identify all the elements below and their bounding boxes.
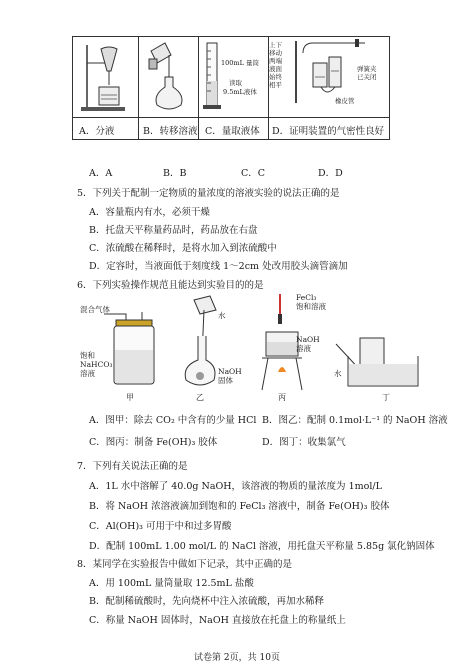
q7-option-a[interactable]: A．1L 水中溶解了 40.0g NaOH，该溶液的物质的量浓度为 1mol/L — [89, 481, 382, 492]
volume-label: 9.5mL液体 — [223, 88, 257, 96]
gas-collection-figure — [342, 334, 422, 390]
cylinder-label: 100mL 量筒 — [221, 59, 259, 67]
caption-d: D．证明装置的气密性良好 — [272, 126, 385, 137]
q8-option-b[interactable]: B．配制稀硫酸时，先向烧杯中注入浓硫酸，再加水稀释 — [89, 596, 324, 607]
q7-option-c[interactable]: C．Al(OH)₃ 可用于中和过多胃酸 — [89, 521, 232, 532]
label-naoh-yi: NaOH — [218, 367, 242, 376]
q8-option-a[interactable]: A．用 100mL 量筒量取 12.5mL 盐酸 — [89, 578, 254, 589]
apparatus-table — [72, 36, 390, 140]
caption-c: C．量取液体 — [205, 126, 260, 137]
label-always: 始终 — [269, 73, 282, 81]
q6-option-c[interactable]: C．图丙：制备 Fe(OH)₃ 胶体 — [89, 437, 218, 448]
q6-option-b[interactable]: B．图乙：配制 0.1mol·L⁻¹ 的 NaOH 溶液 — [262, 415, 448, 426]
q7-stem: 7．下列有关说法正确的是 — [77, 461, 188, 472]
label-move: 移动 — [269, 49, 282, 57]
choice-c[interactable]: C．C — [241, 168, 266, 179]
label-solution-bing: 溶液 — [296, 344, 311, 353]
q8-option-c[interactable]: C．称量 NaOH 固体时，NaOH 直接放在托盘上的称量纸上 — [89, 615, 346, 626]
q5-stem: 5．下列关于配制一定物质的量浓度的溶液实验的说法正确的是 — [77, 188, 340, 199]
label-solution-jia: 溶液 — [80, 369, 95, 378]
choice-a[interactable]: A．A — [89, 168, 113, 179]
q7-option-d[interactable]: D．配制 100mL 1.00 mol/L 的 NaCl 溶液，用托盘天平称量 5.85g 氯化钠固体 — [89, 541, 435, 552]
caption-b: B．转移溶液 — [143, 126, 198, 137]
graduated-cylinder-figure — [203, 41, 229, 113]
q5-option-d[interactable]: D．定容时，当液面低于刻度线 1～2cm 处改用胶头滴管滴加 — [89, 261, 348, 272]
label-water-yi: 水 — [218, 311, 226, 320]
label-ding: 丁 — [382, 393, 390, 402]
label-fecl3: FeCl₃ — [296, 293, 317, 302]
label-jia: 甲 — [126, 393, 134, 402]
gas-washing-bottle-figure — [110, 302, 166, 390]
label-yi: 乙 — [196, 393, 204, 402]
q5-option-c[interactable]: C．浓硫酸在稀释时，是将水加入到浓硫酸中 — [89, 243, 277, 254]
caption-a: A．分液 — [79, 126, 115, 137]
table-row-divider — [73, 117, 389, 118]
label-up-down: 上下 — [269, 41, 282, 49]
label-surface: 液面 — [269, 65, 282, 73]
label-level: 相平 — [269, 81, 282, 89]
transfer-solution-figure — [145, 41, 193, 113]
label-closed: 已关闭 — [357, 73, 377, 81]
q6-figures — [80, 292, 440, 408]
separatory-funnel-figure — [81, 41, 131, 113]
q6-option-d[interactable]: D．图丁：收集氯气 — [262, 437, 346, 448]
label-water-ding: 水 — [334, 369, 342, 378]
label-clamp: 弹簧夹 — [357, 65, 377, 73]
q4-choices — [0, 165, 474, 177]
choice-b[interactable]: B．B — [163, 168, 187, 179]
label-ends: 两端 — [269, 57, 282, 65]
label-mixed-gas: 混合气体 — [80, 305, 110, 314]
label-saturated: 饱和 — [80, 351, 95, 360]
label-saturated-solution: 饱和溶液 — [296, 302, 326, 311]
page-footer: 试卷第 2页，共 10页 — [194, 653, 280, 663]
q7-option-b[interactable]: B．将 NaOH 浓溶液滴加到饱和的 FeCl₃ 溶液中，制备 Fe(OH)₃ 胶体 — [89, 501, 390, 512]
label-naoh-bing: NaOH — [296, 335, 320, 344]
q5-option-b[interactable]: B．托盘天平称量药品时，药品放在右盘 — [89, 225, 258, 236]
label-rubber-tube: 橡皮管 — [335, 97, 355, 105]
q6-option-a[interactable]: A．图甲：除去 CO₂ 中含有的少量 HCl — [89, 415, 257, 426]
q6-stem: 6．下列实验操作规范且能达到实验目的的是 — [77, 280, 264, 291]
q5-option-a[interactable]: A．容量瓶内有水，必须干燥 — [89, 207, 210, 218]
label-bing: 丙 — [278, 393, 286, 402]
label-nahco3: NaHCO₃ — [80, 360, 113, 369]
choice-d[interactable]: D．D — [318, 168, 343, 179]
label-solid: 固体 — [218, 376, 233, 385]
q8-stem: 8．某同学在实验报告中做如下记录，其中正确的是 — [77, 559, 293, 570]
read-label: 读取 — [229, 79, 242, 87]
